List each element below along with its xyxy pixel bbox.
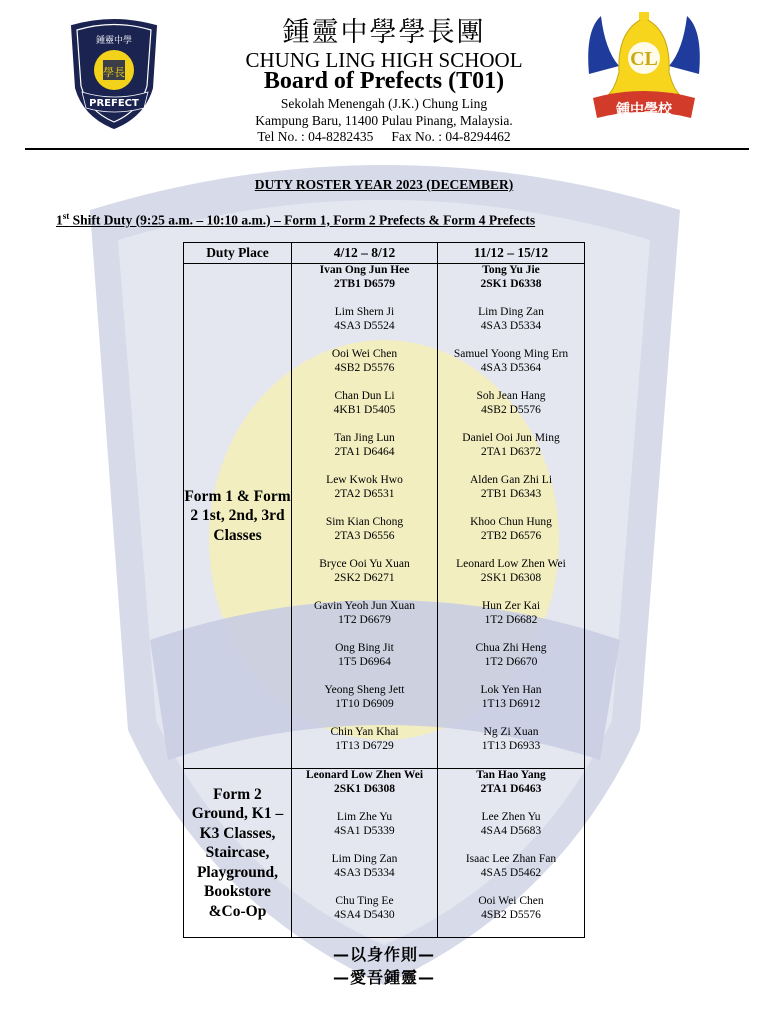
prefect-name: Chin Yan Khai <box>330 726 399 738</box>
prefect-class-code: 4SA3 D5334 <box>480 319 542 332</box>
column-header-week-2: 11/12 – 15/12 <box>438 243 585 264</box>
prefect-entry <box>438 895 584 937</box>
prefect-name: Daniel Ooi Jun Ming <box>462 432 560 444</box>
prefect-entry <box>438 558 584 600</box>
svg-text:學長: 學長 <box>103 66 125 79</box>
prefect-class-code: 2TB1 D6579 <box>333 277 396 290</box>
prefect-class-code: 4SB2 D5576 <box>481 403 541 416</box>
prefect-entry <box>438 600 584 642</box>
school-name: CHUNG LING HIGH SCHOOL <box>245 48 523 72</box>
prefect-entry <box>438 432 584 474</box>
duty-place-form-2-ground: Form 2 Ground, K1 – K3 Classes, Staircase, Playground, Bookstore &Co-Op <box>184 769 292 938</box>
school-chinese-name: 鍾靈中學學長團 <box>282 17 486 48</box>
prefect-class-code: 4SA1 D5339 <box>334 824 395 837</box>
fax-number: Fax No. : 04-8294462 <box>391 129 511 144</box>
prefect-entry <box>438 811 584 853</box>
prefect-name: Leonard Low Zhen Wei <box>305 769 424 781</box>
prefect-entry <box>292 769 437 811</box>
column-header-week-1: 4/12 – 8/12 <box>292 243 438 264</box>
prefect-name: Chu Ting Ee <box>335 895 394 907</box>
school-motto-2: —愛吾鍾靈— <box>332 968 435 987</box>
prefect-name: Gavin Yeoh Jun Xuan <box>314 600 415 612</box>
prefect-class-code: 2TA2 D6531 <box>334 487 395 500</box>
prefect-name: Soh Jean Hang <box>476 390 546 402</box>
prefect-class-code: 4SA4 D5430 <box>334 908 395 921</box>
prefect-name: Ong Bing Jit <box>335 642 394 654</box>
week-1-prefects <box>292 264 438 769</box>
prefect-class-code: 1T10 D6909 <box>335 697 394 710</box>
prefect-entry <box>292 811 437 853</box>
duty-roster-table <box>183 242 585 938</box>
prefect-entry <box>292 895 437 937</box>
prefect-class-code: 2SK1 D6308 <box>480 571 542 584</box>
prefect-class-code: 4SA3 D5364 <box>480 361 542 374</box>
prefect-entry <box>438 642 584 684</box>
prefect-name: Lee Zhen Yu <box>481 811 541 823</box>
contact-line <box>0 129 768 145</box>
svg-text:鍾中學校: 鍾中學校 <box>616 102 672 118</box>
prefect-class-code: 1T2 D6682 <box>484 613 538 626</box>
prefect-name: Hun Zer Kai <box>481 600 541 612</box>
prefect-class-code: 4KB1 D5405 <box>333 403 396 416</box>
prefect-name: Lew Kwok Hwo <box>326 474 403 486</box>
prefect-class-code: 1T2 D6679 <box>338 613 391 626</box>
prefect-name: Leonard Low Zhen Wei <box>456 558 566 570</box>
prefect-name: Samuel Yoong Ming Ern <box>453 348 569 360</box>
svg-text:PREFECT: PREFECT <box>89 98 139 109</box>
prefect-class-code: 1T13 D6729 <box>335 739 394 752</box>
prefect-entry <box>292 306 437 348</box>
prefect-entry <box>292 853 437 895</box>
column-header-duty-place: Duty Place <box>184 243 292 264</box>
header-divider <box>25 148 749 150</box>
prefect-class-code: 1T13 D6933 <box>481 739 541 752</box>
prefect-name: Tan Jing Lun <box>334 432 395 444</box>
prefect-entry <box>438 769 584 811</box>
week-1-prefects <box>292 769 438 938</box>
prefect-class-code: 4SA4 D5683 <box>480 824 542 837</box>
prefect-class-code: 2SK2 D6271 <box>334 571 395 584</box>
prefect-class-code: 2SK1 D6308 <box>333 782 396 795</box>
prefect-class-code: 2TA1 D6372 <box>480 445 542 458</box>
prefect-class-code: 2TA1 D6463 <box>480 782 542 795</box>
svg-text:鍾靈中學: 鍾靈中學 <box>95 36 133 46</box>
table-header-row <box>184 243 585 264</box>
prefect-entry <box>292 516 437 558</box>
prefect-class-code: 1T13 D6912 <box>481 697 541 710</box>
prefect-entry <box>292 348 437 390</box>
prefect-entry <box>438 684 584 726</box>
prefect-name: Tan Hao Yang <box>476 769 546 781</box>
prefect-name: Yeong Sheng Jett <box>324 684 405 696</box>
prefect-entry <box>292 432 437 474</box>
prefect-name: Chan Dun Li <box>334 390 395 402</box>
prefect-name: Ivan Ong Jun Hee <box>319 264 410 276</box>
prefect-class-code: 4SB2 D5576 <box>334 361 395 374</box>
prefect-entry <box>438 348 584 390</box>
prefect-entry <box>292 390 437 432</box>
prefect-entry <box>292 264 437 306</box>
shift-heading: 1st Shift Duty (9:25 a.m. – 10:10 a.m.) – Form 1, Form 2 Prefects & Form 4 Prefects <box>56 211 536 228</box>
prefect-entry <box>292 558 437 600</box>
prefect-class-code: 2TA3 D6556 <box>334 529 395 542</box>
prefect-class-code: 2SK1 D6338 <box>480 277 542 290</box>
duty-place-form-1-2: Form 1 & Form 2 1st, 2nd, 3rd Classes <box>184 264 292 769</box>
svg-text:CL: CL <box>630 48 658 70</box>
table-row <box>184 264 585 769</box>
prefect-entry <box>438 853 584 895</box>
prefect-class-code: 1T2 D6670 <box>484 655 538 668</box>
prefect-class-code: 1T5 D6964 <box>338 655 391 668</box>
prefect-entry <box>292 474 437 516</box>
prefect-name: Lim Zhe Yu <box>336 811 393 823</box>
prefect-class-code: 2TB2 D6576 <box>480 529 542 542</box>
prefect-name: Bryce Ooi Yu Xuan <box>319 558 410 570</box>
prefect-entry <box>292 726 437 768</box>
school-address: Kampung Baru, 11400 Pulau Pinang, Malaysia. <box>255 113 513 128</box>
prefect-entry <box>438 306 584 348</box>
roster-title: DUTY ROSTER YEAR 2023 (DECEMBER) <box>254 177 514 192</box>
week-2-prefects <box>438 264 585 769</box>
prefect-class-code: 4SA3 D5334 <box>334 866 395 879</box>
prefect-class-code: 2TA1 D6464 <box>334 445 395 458</box>
prefect-entry <box>438 516 584 558</box>
prefect-name: Sim Kian Chong <box>325 516 404 528</box>
tel-number: Tel No. : 04-8282435 <box>257 129 374 144</box>
school-motto-1: —以身作則— <box>332 945 435 964</box>
week-2-prefects <box>438 769 585 938</box>
prefect-entry <box>292 642 437 684</box>
prefect-name: Lok Yen Han <box>480 684 542 696</box>
prefect-name: Ooi Wei Chen <box>478 895 544 907</box>
prefect-name: Ng Zi Xuan <box>483 726 539 738</box>
prefect-name: Tong Yu Jie <box>482 264 540 276</box>
prefect-entry <box>438 264 584 306</box>
prefect-entry <box>292 684 437 726</box>
prefect-name: Lim Ding Zan <box>478 306 544 318</box>
prefect-name: Khoo Chun Hung <box>470 516 552 528</box>
prefect-name: Lim Ding Zan <box>331 853 398 865</box>
prefect-entry <box>438 726 584 768</box>
prefect-name: Chua Zhi Heng <box>475 642 547 654</box>
prefect-entry <box>292 600 437 642</box>
prefect-class-code: 4SA3 D5524 <box>334 319 395 332</box>
prefect-name: Lim Shern Ji <box>334 306 395 318</box>
school-malay-name: Sekolah Menengah (J.K.) Chung Ling <box>280 96 488 111</box>
prefect-entry <box>438 474 584 516</box>
prefect-name: Ooi Wei Chen <box>331 348 398 360</box>
prefect-class-code: 4SB2 D5576 <box>481 908 541 921</box>
prefect-class-code: 4SA5 D5462 <box>480 866 542 879</box>
prefect-name: Isaac Lee Zhan Fan <box>465 853 557 865</box>
table-row <box>184 769 585 938</box>
prefect-class-code: 2TB1 D6343 <box>480 487 542 500</box>
board-name: Board of Prefects (T01) <box>263 68 505 94</box>
prefect-name: Alden Gan Zhi Li <box>469 474 553 486</box>
prefect-entry <box>438 390 584 432</box>
